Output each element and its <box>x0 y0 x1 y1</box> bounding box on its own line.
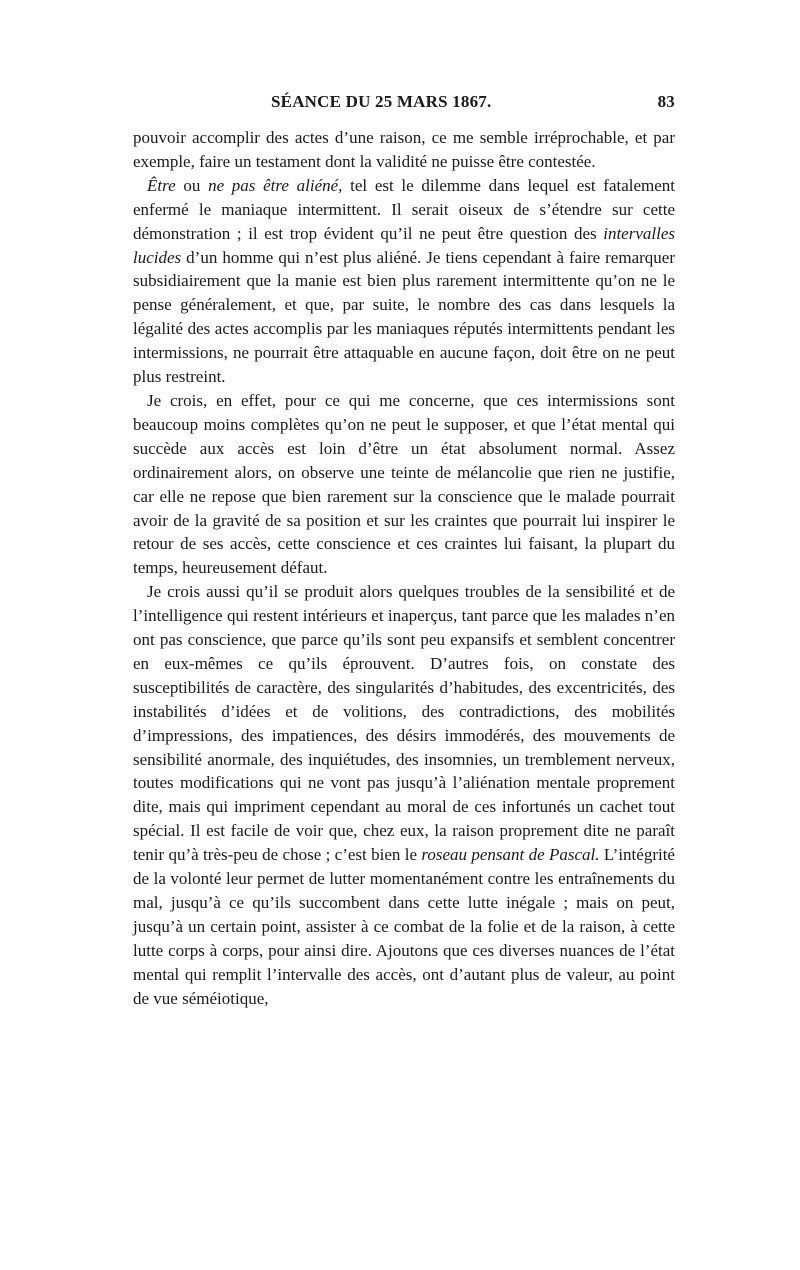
running-head <box>133 92 675 122</box>
text-run: Je crois aussi qu’il se produit alors quelques troubles de la sensibilité et de l’intelligence qui restent intérieurs et inaperçus, tant parce que les malades n’en ont pas conscience, que parce qu’ils sont peu expansifs et semblent concentrer en eux-mêmes ce qu’ils éprouvent. D’autres fois, on constate des susceptibilités de caractère, des singularités d’habitudes, des excentricités, des instabilités d’idées et de volitions, des contradictions, des mobilités d’impressions, des impatiences, des désirs immodérés, des mouvements de sensibilité anormale, des inquiétudes, des insomnies, un tremblement nerveux, toutes modifications qui ne vont pas jusqu’à l’aliénation mentale proprement dite, mais qui impriment cependant au moral de ces infortunés un cachet tout spécial. Il est facile de voir que, chez eux, la raison proprement dite ne paraît tenir qu’à très-peu de chose ; c’est bien le <box>133 582 675 865</box>
text-run: pouvoir accomplir des actes d’une raison, ce me semble irréprochable, et par exemple, faire un testament dont la validité ne puisse être contestée. <box>133 128 675 171</box>
text-run: tel est le dilemme dans lequel est fatalement enfermé le maniaque intermittent. Il serait oiseux de s’étendre sur cette démonstration ; il est trop évident qu’il ne peut être question des <box>133 175 676 243</box>
running-title: SÉANCE DU 25 MARS 1867. <box>271 92 492 111</box>
page-number: 83 <box>657 92 675 111</box>
text-run: ou <box>175 175 209 195</box>
paragraph-intermissions <box>133 389 675 580</box>
paragraph-dilemma <box>133 174 675 389</box>
text-run: d’un homme qui n’est plus aliéné. Je tiens cependant à faire remarquer subsidiairement que la manie est bien plus rarement intermittente qu’on ne le pense généralement, et que, par suite, le nombre des cas dans lesquels la légalité des actes accomplis par les maniaques réputés intermittents pendant les intermissions, ne pourrait être attaquable en aucune façon, doit être on ne peut plus restreint. <box>133 247 675 387</box>
book-page <box>133 92 675 1011</box>
italic-run: Être <box>147 175 176 195</box>
text-run: L’intégrité de la volonté leur permet de lutter momentanément contre les entraînements du mal, jusqu’à ce qu’ils succombent dans cette lutte inégale ; mais on peut, jusqu’à un certain point, assister à ce combat de la folie et de la raison, à cette lutte corps à corps, pour ainsi dire. Ajoutons que ces diverses nuances de l’état mental qui remplit l’intervalle des accès, ont d’autant plus de valeur, au point de vue séméiotique, <box>133 845 675 1008</box>
text-run: Je crois, en effet, pour ce qui me concerne, que ces intermissions sont beaucoup moins complètes qu’on ne peut le supposer, et que l’état mental qui succède aux accès est loin d’être un état absolument normal. Assez ordinairement alors, on observe une teinte de mélancolie que rien ne justifie, car elle ne repose que bien rarement sur la conscience que le malade pourrait avoir de la gravité de sa position et sur les craintes que pourrait lui inspirer le retour de ses accès, cette conscience et ces craintes lui faisant, la plupart du temps, heureusement défaut. <box>133 390 675 578</box>
paragraph-continuation <box>133 126 675 174</box>
paragraph-troubles <box>133 580 675 1010</box>
italic-run: intervalles lucides <box>133 223 675 267</box>
body-text <box>133 126 675 1011</box>
italic-run: ne pas être aliéné, <box>208 175 343 195</box>
italic-run: roseau pensant de Pascal. <box>421 845 600 865</box>
